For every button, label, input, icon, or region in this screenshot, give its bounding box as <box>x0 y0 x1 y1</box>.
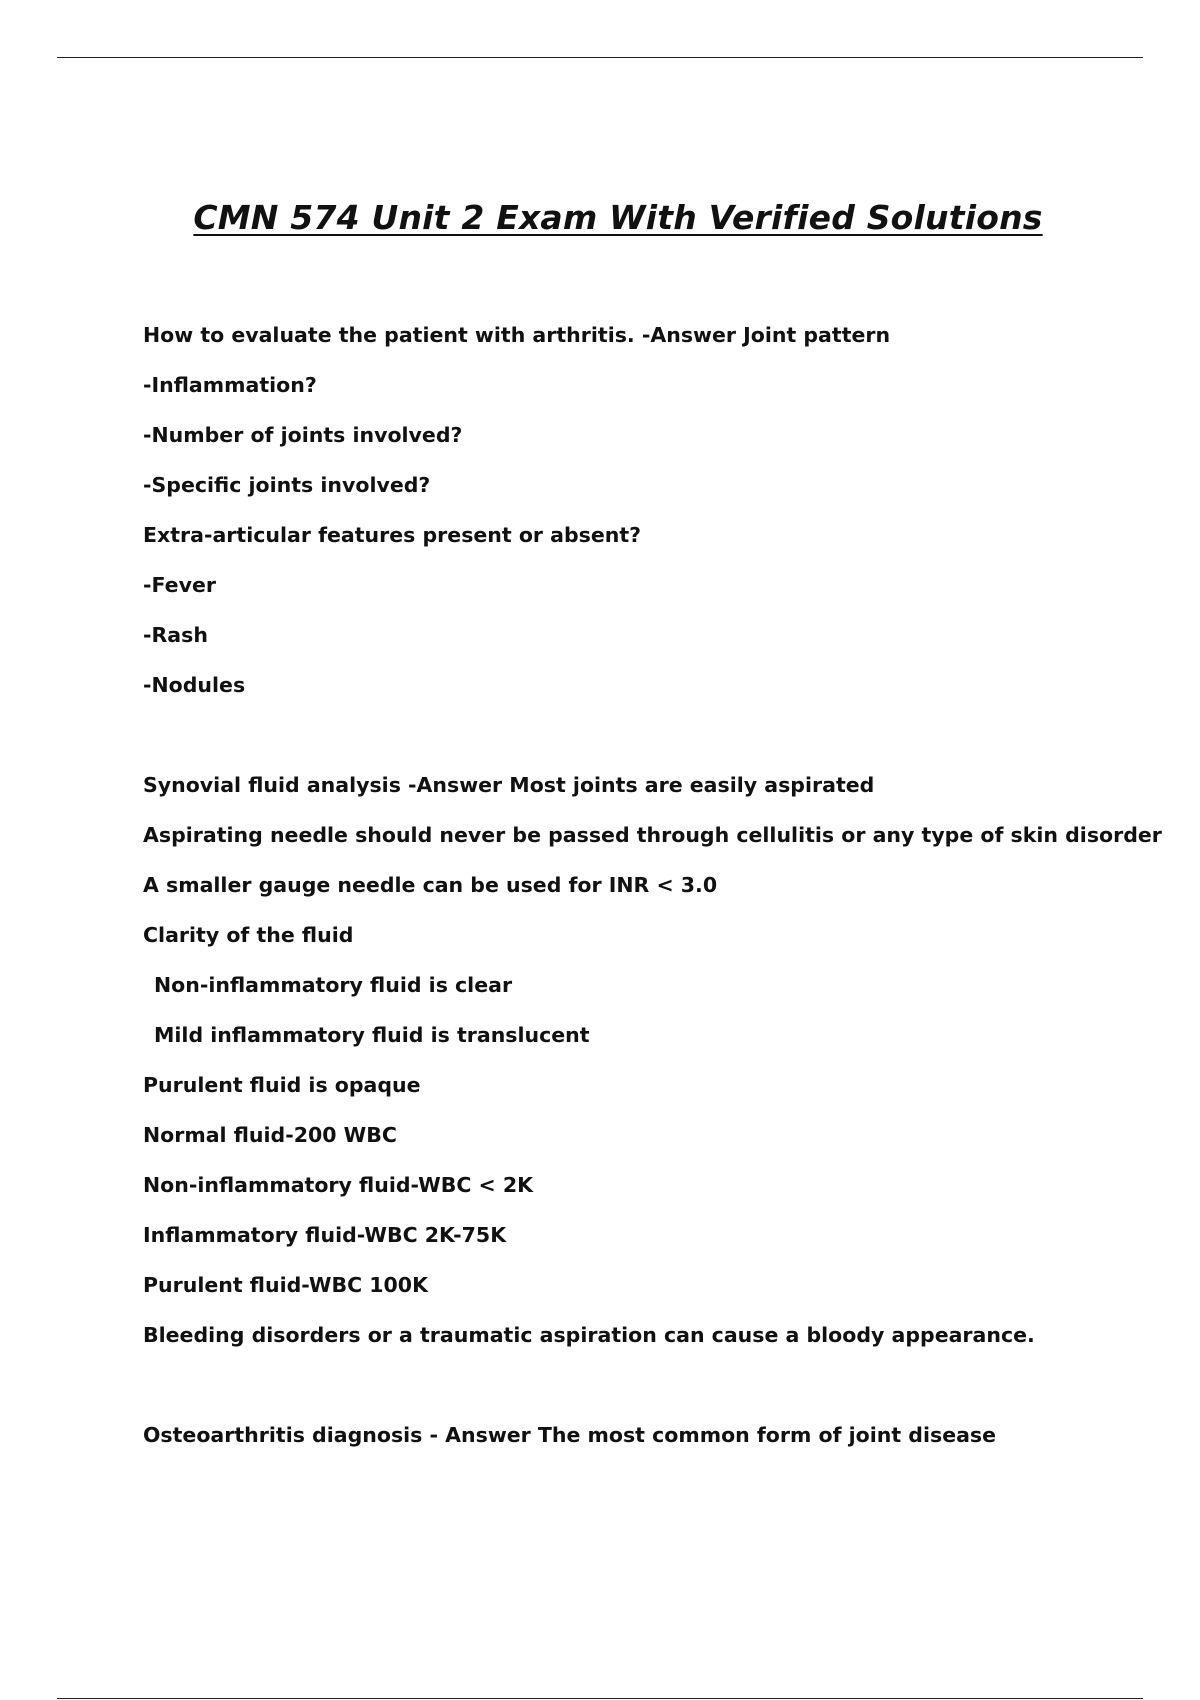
answer-line: -Nodules <box>143 673 246 697</box>
answer-line: Normal fluid-200 WBC <box>143 1123 397 1147</box>
answer-line: Bleeding disorders or a traumatic aspiration can cause a bloody appearance. <box>143 1323 1035 1347</box>
top-divider <box>57 57 1143 58</box>
question-line: Osteoarthritis diagnosis - Answer The most common form of joint disease <box>143 1423 997 1447</box>
answer-line: -Inflammation? <box>143 373 317 397</box>
answer-line: -Number of joints involved? <box>143 423 463 447</box>
answer-line: -Fever <box>143 573 216 597</box>
answer-line: -Rash <box>143 623 208 647</box>
bottom-divider <box>57 1698 1143 1699</box>
answer-line: Purulent fluid-WBC 100K <box>143 1273 428 1297</box>
answer-line: Aspirating needle should never be passed through cellulitis or any type of skin disorder <box>143 823 1162 847</box>
qa-block-synovial-fluid <box>143 760 1162 1360</box>
document-body <box>143 310 1162 1460</box>
answer-line: -Specific joints involved? <box>143 473 431 497</box>
answer-line: Mild inflammatory fluid is translucent <box>154 1023 590 1047</box>
answer-line: A smaller gauge needle can be used for INR < 3.0 <box>143 873 718 897</box>
page-title: CMN 574 Unit 2 Exam With Verified Solutions <box>193 198 1043 237</box>
question-line: Synovial fluid analysis -Answer Most joints are easily aspirated <box>143 773 875 797</box>
answer-line: Non-inflammatory fluid-WBC < 2K <box>143 1173 534 1197</box>
answer-line: Purulent fluid is opaque <box>143 1073 421 1097</box>
question-line: How to evaluate the patient with arthritis. -Answer Joint pattern <box>143 323 891 347</box>
qa-block-arthritis-evaluation <box>143 310 1143 710</box>
answer-line: Inflammatory fluid-WBC 2K-75K <box>143 1223 507 1247</box>
answer-line: Non-inflammatory fluid is clear <box>154 973 513 997</box>
answer-line: Extra-articular features present or absent? <box>143 523 642 547</box>
answer-line: Clarity of the fluid <box>143 923 354 947</box>
qa-block-osteoarthritis <box>143 1410 1143 1460</box>
